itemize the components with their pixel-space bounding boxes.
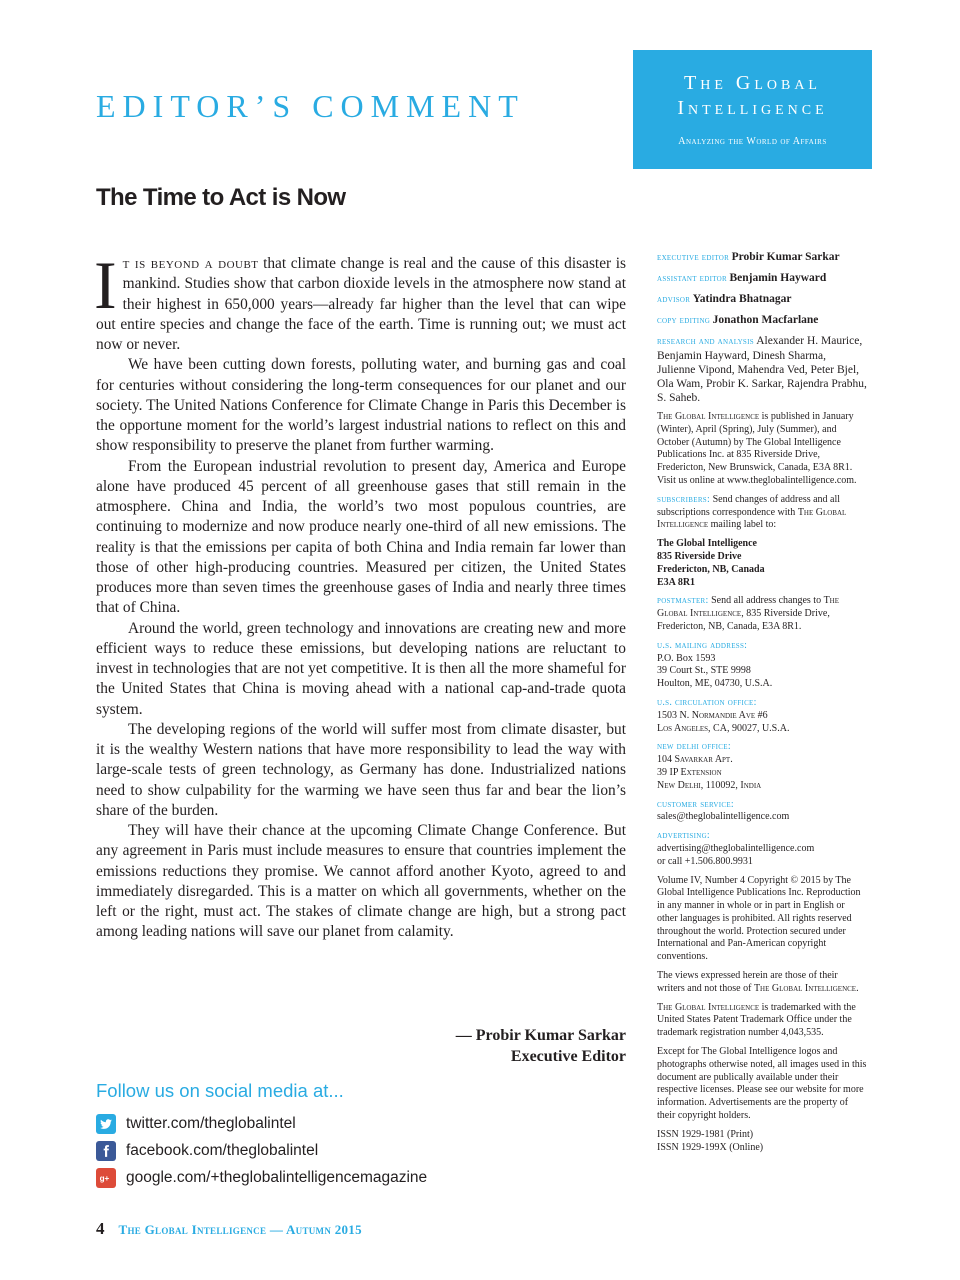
views-disclaimer: The views expressed herein are those of their writers and not those of The Global Intelligence.	[657, 970, 859, 994]
customer-service: customer service: sales@theglobalintelligence.com	[657, 798, 790, 823]
article-paragraph-5: The developing regions of the world will suffer most from climate disaster, but it is the wealthy Western nations that have more responsibility to lead the way with large-scale tests of green technology, as Germany has done. Industrialized nations need to show culpability for the warming we have seen thus far and bear the lion’s share of the burden.	[96, 720, 626, 819]
page-number: 4	[96, 1219, 105, 1238]
images-notice: Except for The Global Intelligence logos and photographs otherwise noted, all images used in this document are publically available under their respective licenses. Please see our website for more information. Advertisements are the property of their copyright holders.	[657, 1046, 867, 1122]
page-footer	[96, 1219, 362, 1239]
google-plus-link[interactable]: google.com/+theglobalintelligencemagazine	[126, 1168, 428, 1186]
article-paragraph-4: Around the world, green technology and innovations are creating new and more efficient ways to reduce these emissions, but developing nations are reluctant to invest in technologies that are not yet competitive. It is then all the more shameful for the United States that China is moving ahead with a national cap-and-trade quota system.	[96, 619, 626, 718]
staff-executive-editor: executive editor Probir Kumar Sarkar	[657, 251, 840, 263]
us-mailing-address: u.s. mailing address: P.O. Box 1593 39 Court St., STE 9998 Houlton, ME, 04730, U.S.A.	[657, 639, 773, 690]
facebook-icon	[96, 1141, 116, 1161]
subscribers-info: subscribers: Send changes of address and all subscriptions correspondence with The Global Intelligence mailing label to:	[657, 493, 847, 531]
svg-text:g+: g+	[99, 1173, 110, 1183]
masthead-line2: Intelligence	[677, 97, 828, 119]
signoff-name: — Probir Kumar Sarkar	[455, 1027, 626, 1044]
drop-cap: I	[94, 247, 117, 323]
article-paragraph-3: From the European industrial revolution to present day, America and Europe alone have produced 45 percent of all greenhouse gases that still remain in the atmosphere. China and India, the world’s two most populous countries, are continuing to modernize and now produce nearly one-third of all new emissions. The reality is that the emissions per capita of both China and India remain far lower than those of other high-producing countries. Measured per citizen, the United States produces more than seven times the greenhouse gases of India and nearly three times that of China.	[96, 457, 626, 617]
facebook-link[interactable]: facebook.com/theglobalintel	[126, 1141, 319, 1159]
lead-in: t is beyond a doubt	[122, 255, 259, 272]
advertising-contact: advertising: advertising@theglobalintelligence.com or call +1.506.800.9931	[657, 830, 815, 867]
staff-assistant-editor: assistant editor Benjamin Hayward	[657, 272, 827, 284]
copyright-notice: Volume IV, Number 4 Copyright © 2015 by The Global Intelligence Publications Inc. Reproduction in any manner in whole or in part in English or other languages is prohibited. All rights reserved throughout the world. Protection secured under International and Pan-American copyright conventions.	[657, 874, 861, 963]
masthead-sidebar	[657, 250, 867, 1160]
article-paragraph-1	[94, 247, 626, 355]
trademark-notice: The Global Intelligence is trademarked with the United States Patent Trademark Office under the trademark registration number 4,043,535.	[657, 1001, 856, 1039]
staff-copy-editing: copy editing Jonathon Macfarlane	[657, 314, 819, 326]
masthead-line1: The Global	[684, 72, 821, 94]
new-delhi-office: new delhi office: 104 Savarkar Apt. 39 IP Extension New Delhi, 110092, India	[657, 741, 762, 791]
article-paragraph-6: They will have their chance at the upcoming Climate Change Conference. But any agreement in Paris must include measures to ensure that countries implement the emissions reductions they promise. We cannot afford another Kyoto, agreed to and immediately disregarded. This is a matter on which all governments, whether on the left or the right, must act. The stakes of climate change are high, but a strong pact among leading nations will save our planet from calamity.	[96, 822, 626, 941]
running-title: The Global Intelligence — Autumn 2015	[118, 1222, 362, 1237]
masthead-logo	[633, 50, 872, 169]
paragraph-1-text: that climate change is real and the cause of this disaster is mankind. Studies show that carbon dioxide levels in the atmosphere now stand at their highest in 650,000 years—already far higher than the level that can wipe out entire species and change the face of the earth. Time is running out; we must act now or never.	[96, 255, 626, 353]
signoff	[456, 1025, 626, 1067]
section-title: EDITOR’S COMMENT	[96, 88, 525, 124]
twitter-link[interactable]: twitter.com/theglobalintel	[126, 1114, 296, 1132]
twitter-icon	[96, 1114, 116, 1134]
masthead-tagline: Analyzing the World of Affairs	[678, 136, 827, 147]
issn-info: ISSN 1929-1981 (Print) ISSN 1929-199X (Online)	[657, 1128, 764, 1153]
mailing-address: The Global Intelligence 835 Riverside Drive Fredericton, NB, Canada E3A 8R1	[657, 538, 765, 588]
social-item-facebook[interactable]	[96, 1137, 427, 1164]
signoff-title: Executive Editor	[510, 1048, 626, 1065]
social-heading: Follow us on social media at...	[96, 1080, 344, 1101]
social-item-twitter[interactable]	[96, 1110, 427, 1137]
google-plus-icon	[96, 1168, 116, 1188]
article-headline: The Time to Act is Now	[96, 184, 346, 211]
social-item-google-plus[interactable]	[96, 1164, 427, 1191]
article-paragraph-2: We have been cutting down forests, polluting water, and burning gas and coal for centuries without considering the long-term consequences for our planet and our society. The United Nations Conference for Climate Change in Paris this December is the opportune moment for the world’s largest industrial nations to reflect on this and show responsibility to preserve the planet from further warming.	[96, 356, 626, 455]
article-body	[94, 247, 626, 943]
publication-info: The Global Intelligence is published in January (Winter), April (Spring), July (Summer), and October (Autumn) by The Global Intelligence Publications Inc. at 835 Riverside Drive, Fredericton, New Brunswick, Canada, E3A 8R1. Visit us online at www.theglobalintelligence.com.	[657, 411, 857, 486]
staff-research: research and analysis Alexander H. Maurice, Benjamin Hayward, Dinesh Sharma, Julienne Vipond, Mahendra Ved, Peter Bjel, Ola Wam, Probir K. Sarkar, Rajendra Prabhu, S. Saheb.	[657, 335, 867, 404]
staff-advisor: advisor Yatindra Bhatnagar	[657, 293, 792, 305]
postmaster-info: postmaster: Send all address changes to The Global Intelligence, 835 Riverside Drive, Fredericton, NB, Canada, E3A 8R1.	[657, 595, 840, 632]
us-circulation-office: u.s. circulation office: 1503 N. Normandie Ave #6 Los Angeles, CA, 90027, U.S.A.	[657, 696, 790, 734]
social-links	[96, 1110, 427, 1191]
